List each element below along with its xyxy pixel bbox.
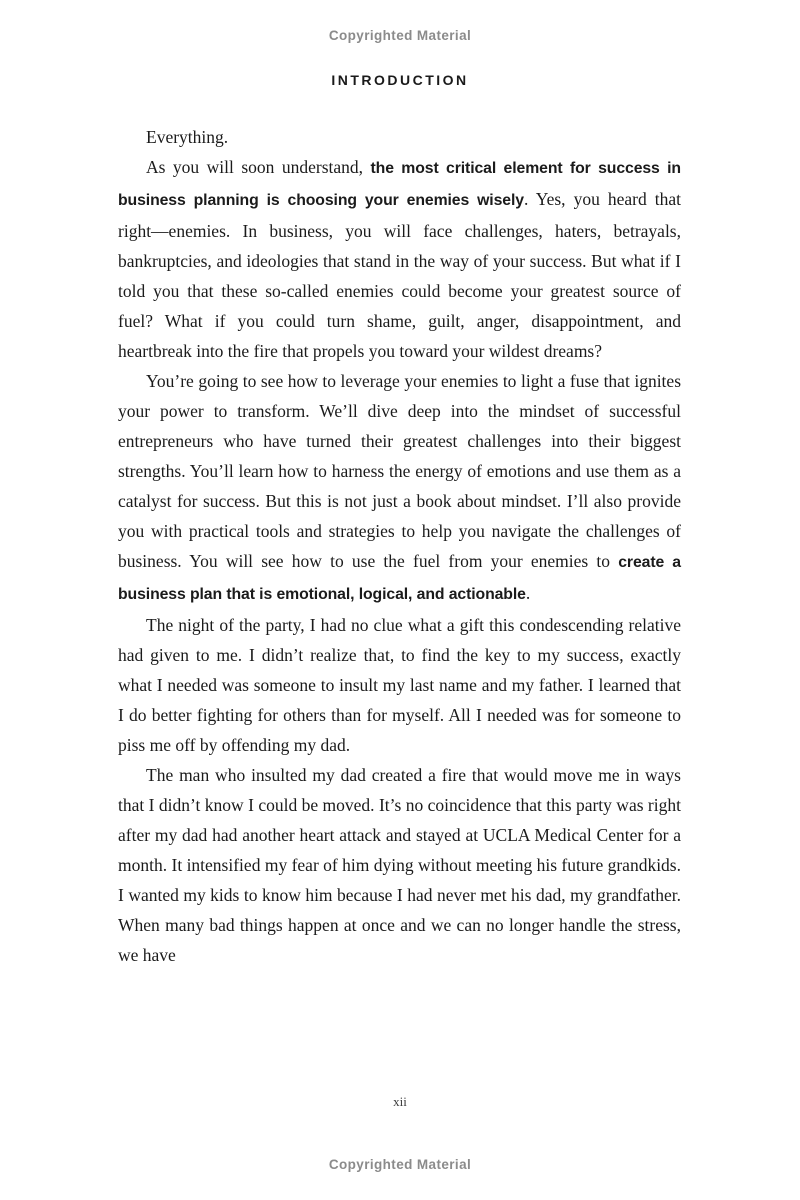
text-run: The man who insulted my dad created a fire that would move me in ways that I didn’t know I could be moved. It’s no coincidence that this party was right after my dad had another heart attack and stayed at UCLA Medical Center for a month. It intensified my fear of him dying without meeting his future grandkids. I wanted my kids to know him because I had never met his dad, my grandfather. When many bad things happen at once and we can no longer handle the stress, we have	[118, 765, 681, 965]
paragraph	[118, 366, 681, 610]
text-run: .	[525, 583, 531, 603]
bold-text-run: create a business plan that is emotional, logical, and actionable	[118, 554, 681, 603]
text-run: The night of the party, I had no clue what a gift this condescending relative had given to me. I didn’t realize that, to find the key to my success, exactly what I needed was someone to insult my last name and my father. I learned that I do better fighting for others than for myself. All I needed was for someone to piss me off by offending my dad.	[118, 615, 681, 755]
chapter-heading: INTRODUCTION	[331, 72, 469, 88]
body-text	[118, 122, 681, 970]
paragraph	[118, 152, 681, 366]
text-run: Everything.	[146, 127, 229, 147]
paragraph	[118, 122, 681, 152]
text-run: As you will soon understand,	[146, 157, 371, 177]
copyright-notice-bottom: Copyrighted Material	[328, 1157, 472, 1172]
paragraph	[118, 610, 681, 760]
copyright-notice-top: Copyrighted Material	[328, 28, 472, 43]
text-run: You’re going to see how to leverage your enemies to light a fuse that ignites your power to transform. We’ll dive deep into the mindset of successful entrepreneurs who have turned their greatest challenges into their biggest strengths. You’ll learn how to harness the energy of emotions and use them as a catalyst for success. But this is not just a book about mindset. I’ll also provide you with practical tools and strategies to help you navigate the challenges of business. You will see how to use the fuel from your enemies to	[118, 371, 681, 571]
bold-text-run: the most critical element for success in business planning is choosing your enemies wisely	[118, 160, 681, 209]
paragraph	[118, 760, 681, 970]
page-number: xii	[393, 1094, 407, 1109]
text-run: . Yes, you heard that right—enemies. In business, you will face challenges, haters, betrayals, bankruptcies, and ideologies that stand in the way of your success. But what if I told you that these so-called enemies could become your greatest source of fuel? What if you could turn shame, guilt, anger, disappointment, and heartbreak into the fire that propels you toward your wildest dreams?	[118, 189, 682, 361]
